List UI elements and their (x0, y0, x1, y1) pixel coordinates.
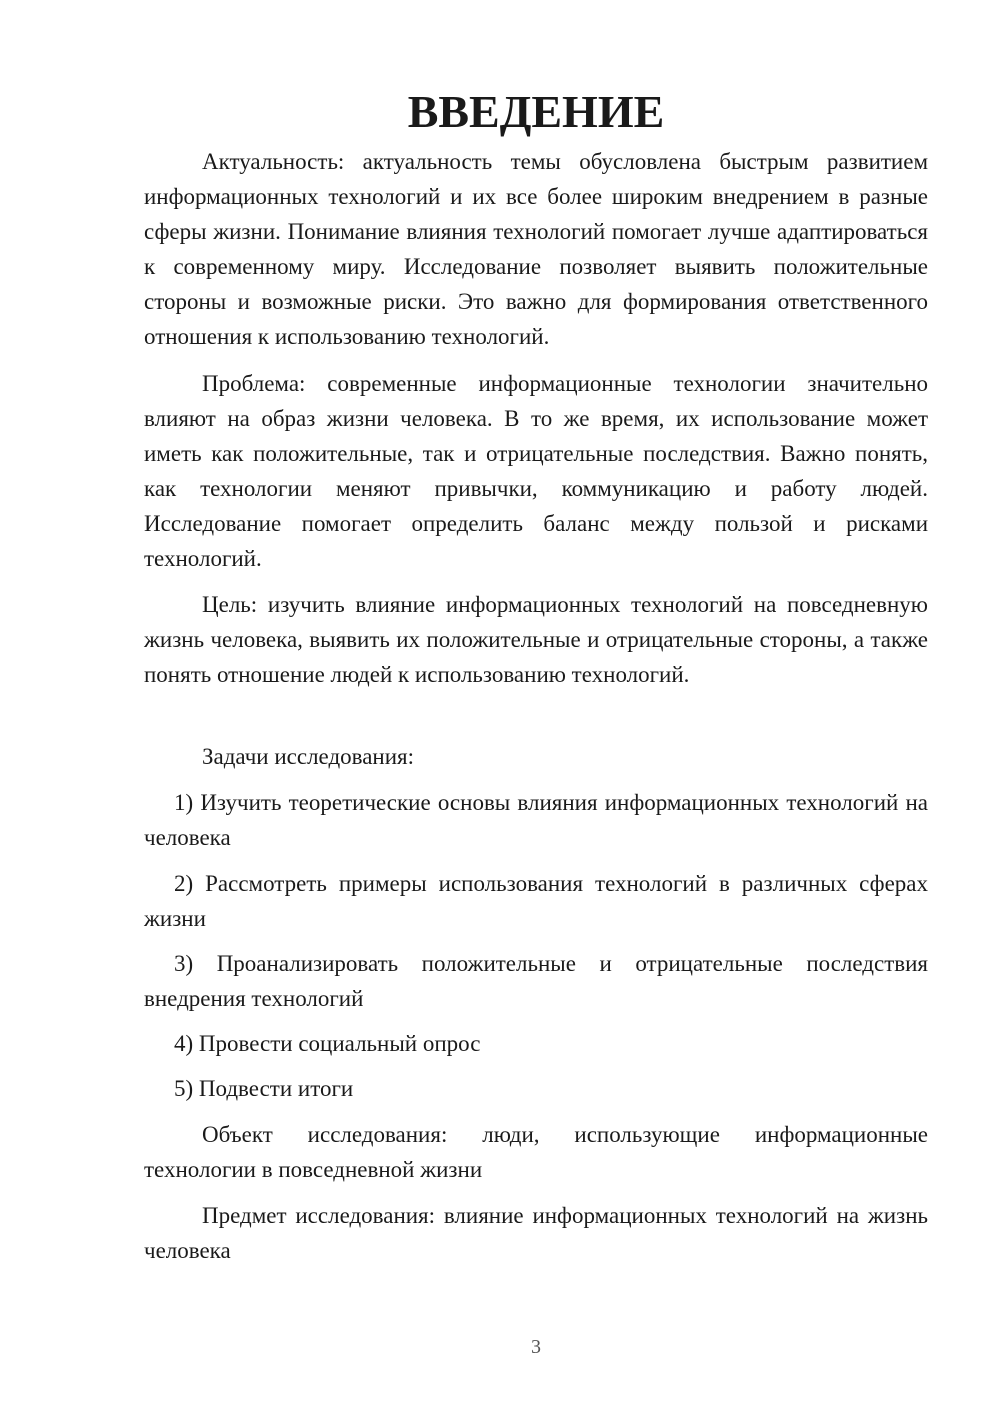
object-paragraph: Объект исследования: люди, использующие информационные технологии в повседневной жизни (144, 1122, 928, 1182)
problem-paragraph: Проблема: современные информационные технологии значительно влияют на образ жизни человека. В то же время, их использование может иметь как положительные, так и отрицательные последствия. Важно понять, как технологии меняют привычки, коммуникацию и работу людей. Исследование помогает определить баланс между пользой и рисками технологий. (144, 371, 928, 571)
task-item-4: 4) Провести социальный опрос (174, 1031, 481, 1056)
goal-paragraph: Цель: изучить влияние информационных технологий на повседневную жизнь человека, выявить их положительные и отрицательные стороны, а также понять отношение людей к использованию технологий. (144, 592, 928, 687)
page-title: ВВЕДЕНИЕ (407, 86, 665, 137)
tasks-heading: Задачи исследования: (202, 744, 415, 769)
task-item-5: 5) Подвести итоги (174, 1076, 354, 1101)
task-item-2: 2) Рассмотреть примеры использования технологий в различных сферах жизни (144, 871, 928, 931)
page-number: 3 (531, 1336, 541, 1358)
relevance-paragraph: Актуальность: актуальность темы обусловлена быстрым развитием информационных технологий и их все более широким внедрением в разные сферы жизни. Понимание влияния технологий помогает лучше адаптироваться к современному миру. Исследование позволяет выявить положительные стороны и возможные риски. Это важно для формирования ответственного отношения к использованию технологий. (144, 149, 928, 349)
subject-paragraph: Предмет исследования: влияние информационных технологий на жизнь человека (144, 1203, 928, 1263)
task-item-1: 1) Изучить теоретические основы влияния информационных технологий на человека (144, 790, 928, 850)
task-item-3: 3) Проанализировать положительные и отрицательные последствия внедрения технологий (144, 951, 928, 1011)
